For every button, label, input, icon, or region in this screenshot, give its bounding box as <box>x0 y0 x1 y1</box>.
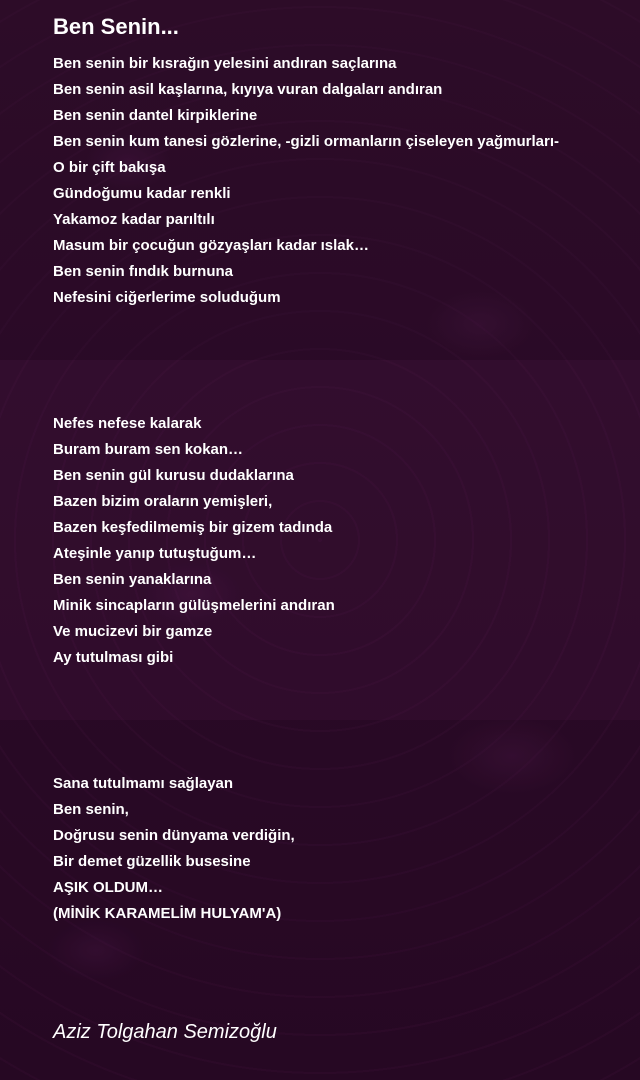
poem-line: Masum bir çocuğun gözyaşları kadar ıslak… <box>53 237 369 254</box>
poem-line: Ben senin yanaklarına <box>53 571 212 588</box>
stanza-3 <box>53 771 295 927</box>
poem-line: Bazen keşfedilmemiş bir gizem tadında <box>53 519 333 536</box>
poem-line: O bir çift bakışa <box>53 159 166 176</box>
poem-line: Bazen bizim oraların yemişleri, <box>53 493 273 510</box>
stanza-1 <box>53 51 559 311</box>
poem-line: Ve mucizevi bir gamze <box>53 623 213 640</box>
poem-line: Ateşinle yanıp tutuştuğum… <box>53 545 257 562</box>
poem-line: Ben senin dantel kirpiklerine <box>53 107 258 124</box>
poem-title: Ben Senin... <box>53 14 179 39</box>
poem-line: (MİNİK KARAMELİM HULYAM'A) <box>53 905 282 922</box>
poem-line: Sana tutulmamı sağlayan <box>53 775 234 792</box>
poem-line: Minik sincapların gülüşmelerini andıran <box>53 597 335 614</box>
poem-line: Bir demet güzellik busesine <box>53 853 251 870</box>
poem-line: Ben senin kum tanesi gözlerine, -gizli ormanların çiseleyen yağmurları- <box>53 133 559 150</box>
poem-line: Ben senin, <box>53 801 129 818</box>
poem-author: Aziz Tolgahan Semizoğlu <box>53 1021 277 1043</box>
poem-line: Ben senin gül kurusu dudaklarına <box>53 467 294 484</box>
poem-line: Ben senin fındık burnuna <box>53 263 234 280</box>
poem-line: Ben senin bir kısrağın yelesini andıran saçlarına <box>53 55 397 72</box>
poem-line: Ben senin asil kaşlarına, kıyıya vuran dalgaları andıran <box>53 81 443 98</box>
poem-line: Buram buram sen kokan… <box>53 441 244 458</box>
poem-line: Ay tutulması gibi <box>53 649 174 666</box>
poem-line: AŞIK OLDUM… <box>53 879 163 896</box>
poem-line: Yakamoz kadar parıltılı <box>53 211 215 228</box>
poem-line: Gündoğumu kadar renkli <box>53 185 231 202</box>
poem-line: Nefes nefese kalarak <box>53 415 202 432</box>
poem-line: Doğrusu senin dünyama verdiğin, <box>53 827 295 844</box>
poem-line: Nefesini ciğerlerime soluduğum <box>53 289 281 306</box>
stanza-2 <box>53 411 335 671</box>
